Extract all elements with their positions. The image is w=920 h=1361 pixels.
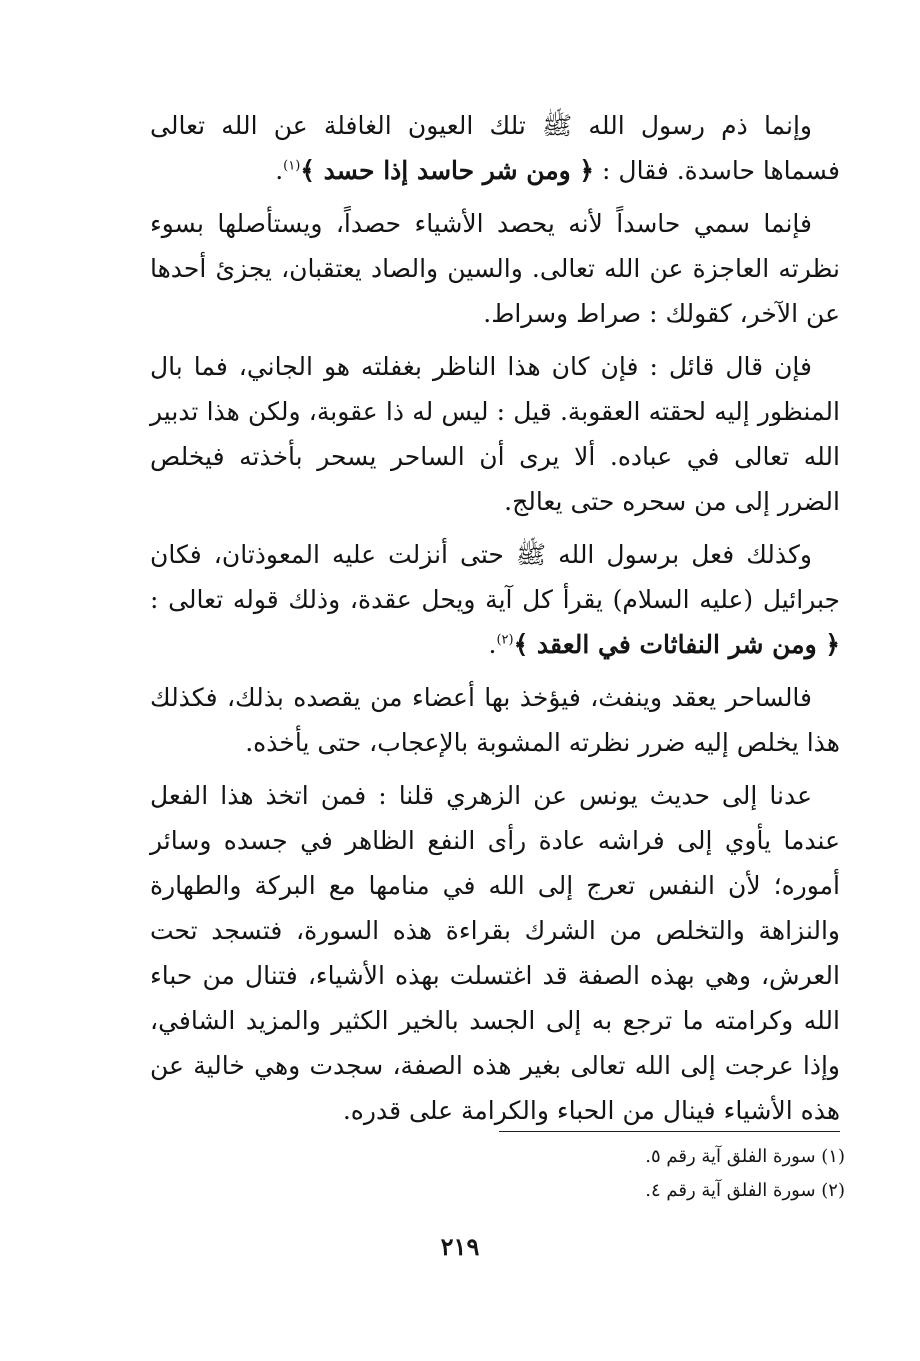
- footnote-marker: (١): [821, 1146, 845, 1167]
- paragraph: [150, 532, 840, 667]
- footnote-text: سورة الفلق آية رقم ٥.: [645, 1146, 816, 1167]
- footnote-1: [480, 1140, 845, 1174]
- paragraph-text: .: [275, 156, 284, 185]
- footnote-divider: [499, 1131, 840, 1132]
- footnotes: [480, 1140, 845, 1208]
- footnote-reference: (١): [283, 158, 301, 174]
- body-text: [150, 103, 840, 1141]
- paragraph: [150, 675, 840, 765]
- footnote-marker: (٢): [821, 1180, 845, 1201]
- footnote-reference: (٢): [496, 632, 514, 648]
- paragraph-text: فإنما سمي حاسداً لأنه يحصد الأشياء حصداً، ويستأصلها بسوء نظرته العاجزة عن الله تعالى. والسين والصاد يعتقبان، يجزئ أحدها عن الآخر، كقولك : صراط وسراط.: [150, 209, 840, 328]
- paragraph-text: .: [488, 630, 497, 659]
- page-number: ٢١٩: [440, 1232, 480, 1261]
- paragraph: [150, 773, 840, 1133]
- paragraph-text: فالساحر يعقد وينفث، فيؤخذ بها أعضاء من يقصده بذلك، فكذلك هذا يخلص إليه ضرر نظرته المشوبة بالإعجاب، حتى يأخذه.: [150, 683, 840, 757]
- quran-verse: ﴿ ومن شر النفاثات في العقد ﴾: [513, 630, 840, 659]
- footnote-text: سورة الفلق آية رقم ٤.: [645, 1180, 816, 1201]
- paragraph: [150, 344, 840, 524]
- quran-verse: ﴿ ومن شر حاسد إذا حسد ﴾: [300, 156, 595, 185]
- paragraph: [150, 103, 840, 193]
- paragraph-text: وإنما ذم رسول الله ﷺ تلك العيون الغافلة عن الله تعالى فسماها حاسدة. فقال :: [150, 111, 840, 185]
- paragraph: [150, 201, 840, 336]
- paragraph-text: عدنا إلى حديث يونس عن الزهري قلنا : فمن اتخذ هذا الفعل عندما يأوي إلى فراشه عادة رأى النفع الظاهر في جسده وسائر أموره؛ لأن النفس تعرج إلى الله في منامها مع البركة والطهارة والنزاهة والتخلص من الشرك بقراءة هذه السورة، فتسجد تحت العرش، وهي بهذه الصفة قد اغتسلت بهذه الأشياء، فتنال من حباء الله وكرامته ما ترجع به إلى الجسد بالخير الكثير والمزيد الشافي، وإذا عرجت إلى الله تعالى بغير هذه الصفة، سجدت وهي خالية عن هذه الأشياء فينال من الحباء والكرامة على قدره.: [150, 781, 840, 1125]
- paragraph-text: وكذلك فعل برسول الله ﷺ حتى أنزلت عليه المعوذتان، فكان جبرائيل (عليه السلام) يقرأ كل آية ويحل عقدة، وذلك قوله تعالى :: [150, 540, 840, 614]
- footnote-2: [480, 1174, 845, 1208]
- paragraph-text: فإن قال قائل : فإن كان هذا الناظر بغفلته هو الجاني، فما بال المنظور إليه لحقته العقوبة. قيل : ليس له ذا عقوبة، ولكن هذا تدبير الله تعالى في عباده. ألا يرى أن الساحر يسحر بأخذته فيخلص الضرر إلى من سحره حتى يعالج.: [150, 352, 840, 516]
